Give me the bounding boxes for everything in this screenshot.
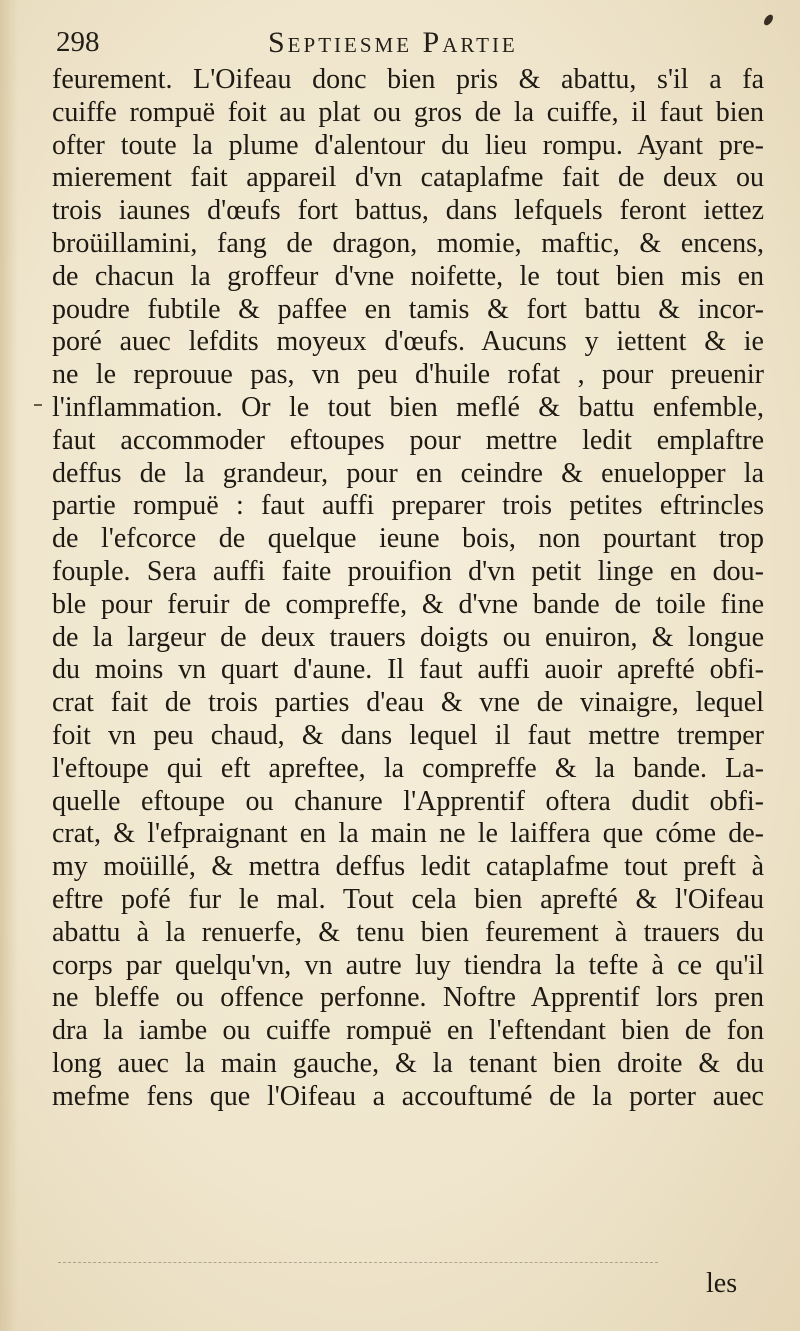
text-line: abattu à la renuerfe, & tenu bien feurement à trauers du bbox=[52, 916, 764, 948]
text-line: faut accommoder eftoupes pour mettre ledit emplaftre bbox=[52, 424, 764, 456]
text-line: l'inflammation. Or le tout bien meflé & battu enfemble, bbox=[52, 391, 764, 423]
text-line: fouple. Sera auffi faite prouifion d'vn petit linge en dou- bbox=[52, 555, 764, 587]
text-line: crat fait de trois parties d'eau & vne de vinaigre, lequel bbox=[52, 687, 764, 719]
text-line: foit vn peu chaud, & dans lequel il faut mettre tremper bbox=[52, 719, 764, 751]
page-edge-shadow bbox=[0, 0, 18, 1331]
text-line: du moins vn quart d'aune. Il faut auffi auoir aprefté obfi- bbox=[52, 654, 764, 686]
page-number: 298 bbox=[56, 26, 100, 58]
text-line: deffus de la grandeur, pour en ceindre & enuelopper la bbox=[52, 457, 764, 489]
text-line: crat, & l'efpraignant en la main ne le laiffera que cóme de- bbox=[52, 818, 764, 850]
catchword: les bbox=[706, 1268, 738, 1299]
text-line: de l'efcorce de quelque ieune bois, non pourtant trop bbox=[52, 523, 764, 555]
text-line: cuiffe rompuë foit au plat ou gros de la cuiffe, il faut bien bbox=[52, 96, 764, 128]
text-line: mierement fait appareil d'vn cataplafme fait de deux ou bbox=[52, 162, 764, 194]
page-header bbox=[56, 22, 756, 62]
text-line: feurement. L'Oifeau donc bien pris & abattu, s'il a fa bbox=[52, 64, 764, 95]
text-line: ble pour feruir de compreffe, & d'vne bande de toile fine bbox=[52, 588, 764, 620]
running-head: Septiesme Partie bbox=[268, 26, 518, 59]
margin-mark bbox=[34, 404, 42, 406]
text-line: corps par quelqu'vn, vn autre luy tiendra la tefte à ce qu'il bbox=[52, 949, 764, 981]
text-line: de la largeur de deux trauers doigts ou enuiron, & longue bbox=[52, 621, 764, 653]
text-line: ne le reprouue pas, vn peu d'huile rofat , pour preuenir bbox=[52, 359, 764, 391]
body-text bbox=[52, 64, 764, 1114]
text-line: my moüillé, & mettra deffus ledit cataplafme tout preft à bbox=[52, 851, 764, 883]
ink-spot bbox=[762, 13, 775, 27]
text-line: poré auec lefdits moyeux d'œufs. Aucuns y iettent & ie bbox=[52, 326, 764, 358]
text-line: ne bleffe ou offence perfonne. Noftre Apprentif lors pren bbox=[52, 982, 764, 1014]
text-line: mefme fens que l'Oifeau a accouftumé de la porter auec bbox=[52, 1080, 764, 1112]
text-line: long auec la main gauche, & la tenant bien droite & du bbox=[52, 1047, 764, 1079]
bottom-rule bbox=[58, 1262, 658, 1263]
text-line: trois iaunes d'œufs fort battus, dans lefquels feront iettez bbox=[52, 195, 764, 227]
text-line: l'eftoupe qui eft apreftee, la compreffe & la bande. La- bbox=[52, 752, 764, 784]
text-line: quelle eftoupe ou chanure l'Apprentif oftera dudit obfi- bbox=[52, 785, 764, 817]
text-line: de chacun la groffeur d'vne noifette, le tout bien mis en bbox=[52, 260, 764, 292]
text-line: broüillamini, fang de dragon, momie, maftic, & encens, bbox=[52, 227, 764, 259]
text-line: partie rompuë : faut auffi preparer trois petites eftrincles bbox=[52, 490, 764, 522]
text-line: ofter toute la plume d'alentour du lieu rompu. Ayant pre- bbox=[52, 129, 764, 161]
text-line: eftre pofé fur le mal. Tout cela bien aprefté & l'Oifeau bbox=[52, 883, 764, 915]
text-line: dra la iambe ou cuiffe rompuë en l'eftendant bien de fon bbox=[52, 1015, 764, 1047]
text-line: poudre fubtile & paffee en tamis & fort battu & incor- bbox=[52, 293, 764, 325]
